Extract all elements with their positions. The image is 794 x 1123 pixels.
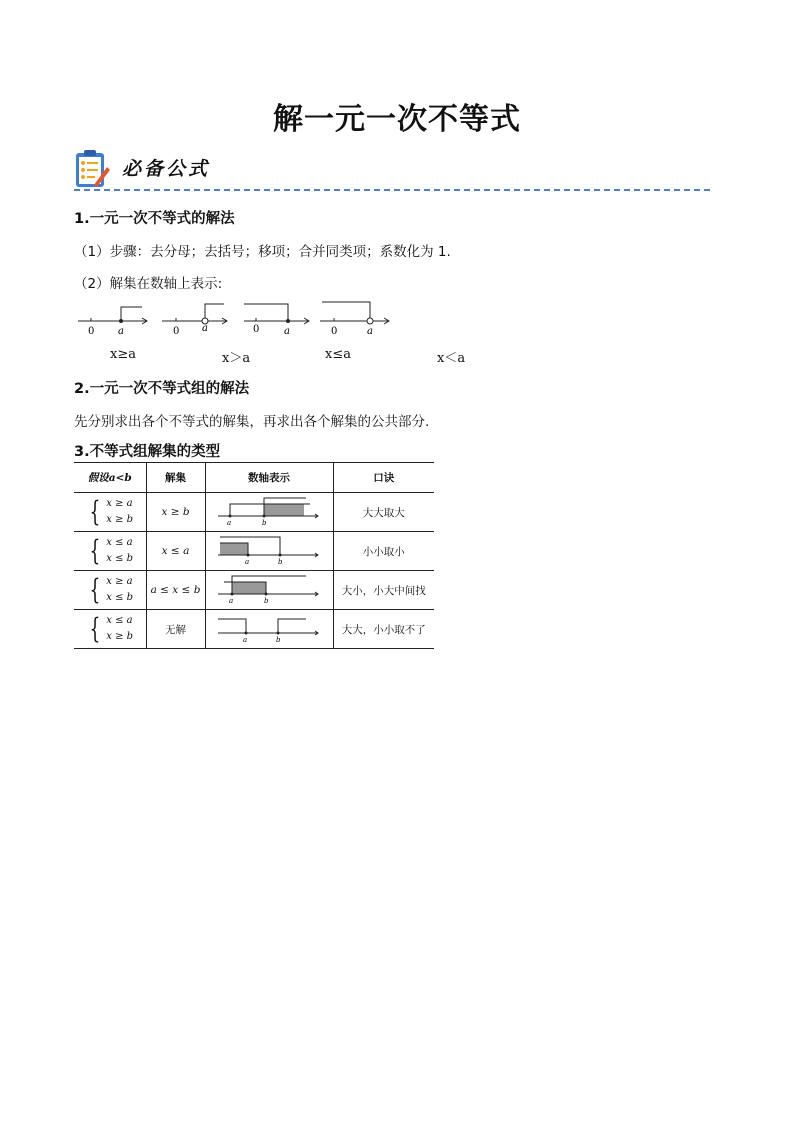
system-cell: { x ≥ a x ≥ b (74, 493, 146, 532)
heading-1: 1.一元一次不等式的解法 (74, 211, 235, 227)
step-2-text: （2）解集在数轴上表示: (74, 276, 223, 292)
svg-text:b: b (264, 596, 269, 605)
header-solution: 解集 (146, 463, 205, 493)
svg-text:a: a (245, 557, 250, 566)
heading-3: 3.不等式组解集的类型 (74, 444, 221, 460)
clipboard-checklist-icon (74, 149, 110, 189)
table-row (74, 532, 434, 571)
solution-types-table (74, 462, 434, 649)
rhyme-cell: 大大，小小取不了 (333, 610, 434, 649)
rhyme-cell: 小小取小 (333, 532, 434, 571)
rhyme-cell: 大小，小大中间找 (333, 571, 434, 610)
number-line-caption: x＞a (222, 351, 251, 366)
number-line-caption: x＜a (437, 351, 466, 366)
header-assume: 假设a<b (74, 463, 146, 493)
svg-text:b: b (278, 557, 283, 566)
zero-label: 0 (88, 326, 95, 337)
point-a-label: a (367, 326, 373, 337)
svg-text:a: a (243, 635, 248, 644)
solution-cell: x ≤ a (146, 532, 205, 571)
svg-text:a: a (227, 518, 232, 527)
svg-text:b: b (276, 635, 281, 644)
number-line-caption: x≤a (325, 347, 351, 362)
section-divider (74, 189, 710, 191)
zero-label: 0 (253, 324, 260, 335)
step-1-text: （1）步骤：去分母；去括号；移项；合并同类项；系数化为 1. (74, 244, 451, 260)
number-lines (74, 298, 404, 340)
solution-cell: 无解 (146, 610, 205, 649)
header-number-line: 数轴表示 (205, 463, 333, 493)
heading-2: 2.一元一次不等式组的解法 (74, 381, 250, 397)
section-label: 必备公式 (122, 158, 211, 180)
svg-text:b: b (262, 518, 267, 527)
table-row (74, 571, 434, 610)
point-a-label: a (284, 326, 290, 337)
method-text: 先分别求出各个不等式的解集，再求出各个解集的公共部分. (74, 414, 430, 430)
point-a-label: a (202, 323, 208, 334)
number-line-caption: x≥a (110, 347, 136, 362)
zero-label: 0 (173, 326, 180, 337)
solution-cell: a ≤ x ≤ b (146, 571, 205, 610)
number-line-cell (205, 493, 333, 532)
solution-cell: x ≥ b (146, 493, 205, 532)
table-row (74, 493, 434, 532)
number-line-cell (205, 532, 333, 571)
table-row (74, 610, 434, 649)
header-rhyme: 口诀 (333, 463, 434, 493)
system-cell: { x ≥ a x ≤ b (74, 571, 146, 610)
system-cell: { x ≤ a x ≥ b (74, 610, 146, 649)
table-header-row (74, 463, 434, 493)
rhyme-cell: 大大取大 (333, 493, 434, 532)
point-a-label: a (118, 326, 124, 337)
page-title: 解一元一次不等式 (273, 102, 521, 137)
system-cell: { x ≤ a x ≤ b (74, 532, 146, 571)
svg-text:a: a (229, 596, 234, 605)
zero-label: 0 (331, 326, 338, 337)
number-line-cell (205, 610, 333, 649)
number-line-cell (205, 571, 333, 610)
